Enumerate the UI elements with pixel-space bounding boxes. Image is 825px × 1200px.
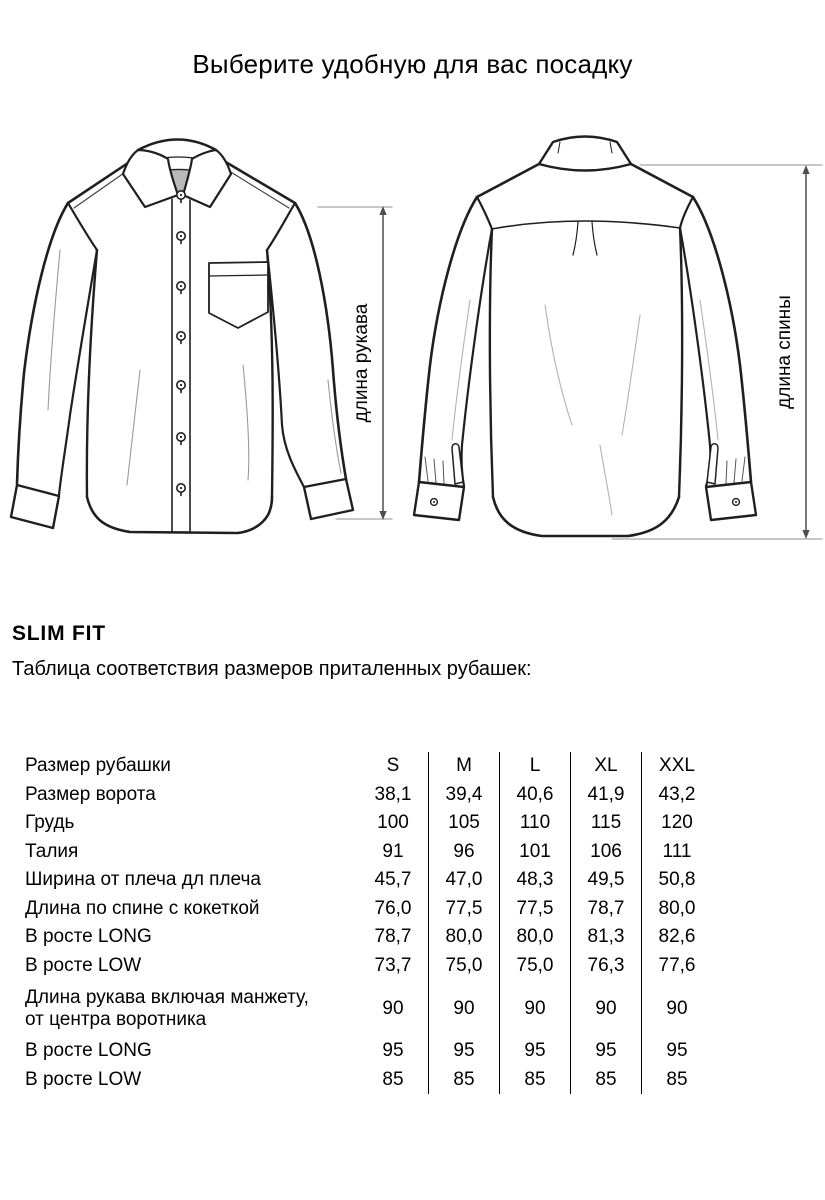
size-value: 85: [570, 1066, 641, 1095]
size-value: 95: [499, 1037, 570, 1066]
size-value: 90: [499, 980, 570, 1037]
sleeve-length-label: длина рукава: [351, 303, 372, 423]
row-label: Размер рубашки: [25, 755, 171, 777]
row-label: Размер ворота: [25, 783, 156, 805]
size-column-header: XL: [570, 752, 641, 781]
page-title: Выберите удобную для вас посадку: [192, 49, 633, 79]
size-value: 82,6: [641, 923, 712, 952]
size-value: 77,6: [641, 952, 712, 981]
size-value: 100: [377, 812, 409, 834]
size-value: 90: [641, 980, 712, 1037]
size-value: 91: [382, 840, 404, 862]
size-value: 95: [428, 1037, 499, 1066]
chest-pocket: [209, 262, 268, 328]
table-row: [25, 781, 712, 810]
size-value: 95: [641, 1037, 712, 1066]
size-value: 77,5: [428, 895, 499, 924]
size-value: 90: [382, 997, 404, 1019]
size-value: 40,6: [499, 781, 570, 810]
row-label: В росте LONG: [25, 1040, 152, 1062]
size-value: 80,0: [428, 923, 499, 952]
back-length-label: длина спины: [774, 295, 795, 409]
size-value: 45,7: [374, 869, 412, 891]
row-label: В росте LONG: [25, 926, 152, 948]
row-label: Длина по спине с кокеткой: [25, 897, 260, 919]
size-value: 85: [382, 1068, 404, 1090]
row-label: В росте LOW: [25, 954, 142, 976]
size-value: 115: [570, 809, 641, 838]
size-value: 95: [570, 1037, 641, 1066]
shirt-back-drawing: [414, 137, 756, 537]
size-value: 111: [641, 838, 712, 867]
arrowhead-up: [802, 165, 809, 174]
table-row: [25, 980, 712, 1037]
size-value: 90: [428, 980, 499, 1037]
size-value: 85: [499, 1066, 570, 1095]
size-value: 120: [641, 809, 712, 838]
size-value: 105: [428, 809, 499, 838]
front-buttons: [177, 191, 185, 496]
table-row: [25, 809, 712, 838]
size-value: 43,2: [641, 781, 712, 810]
fit-diagram: [0, 115, 825, 575]
size-value: 39,4: [428, 781, 499, 810]
size-value: 81,3: [570, 923, 641, 952]
size-value: 77,5: [499, 895, 570, 924]
size-value: 110: [499, 809, 570, 838]
size-table: [25, 752, 712, 1094]
sleeve-length-dimension: [318, 206, 392, 520]
size-value: 80,0: [499, 923, 570, 952]
shirt-front-drawing: [11, 140, 353, 534]
fit-name-heading: SLIM FIT: [12, 622, 106, 645]
size-column-header: L: [499, 752, 570, 781]
arrowhead-down: [802, 530, 809, 539]
size-value: 73,7: [374, 954, 412, 976]
row-label: Грудь: [25, 812, 75, 834]
size-value: 75,0: [499, 952, 570, 981]
size-column-header: XXL: [641, 752, 712, 781]
size-column-header: M: [428, 752, 499, 781]
size-value: 78,7: [374, 926, 412, 948]
size-value: 95: [382, 1040, 404, 1062]
size-value: 96: [428, 838, 499, 867]
size-column-header: S: [386, 755, 400, 777]
size-value: 85: [641, 1066, 712, 1095]
size-value: 101: [499, 838, 570, 867]
size-value: 47,0: [428, 866, 499, 895]
size-value: 80,0: [641, 895, 712, 924]
size-value: 78,7: [570, 895, 641, 924]
size-value: 106: [570, 838, 641, 867]
row-label: В росте LOW: [25, 1068, 142, 1090]
size-value: 49,5: [570, 866, 641, 895]
size-value: 75,0: [428, 952, 499, 981]
table-row: [25, 952, 712, 981]
size-value: 41,9: [570, 781, 641, 810]
row-label: Длина рукава включая манжету, от центра воротника: [25, 986, 309, 1030]
back-length-dimension: [612, 165, 822, 539]
size-value: 90: [570, 980, 641, 1037]
size-value: 76,0: [374, 897, 412, 919]
size-value: 48,3: [499, 866, 570, 895]
table-row: [25, 866, 712, 895]
row-label: Талия: [25, 840, 79, 862]
table-caption: Таблица соответствия размеров приталенных рубашек:: [12, 658, 532, 680]
size-value: 50,8: [641, 866, 712, 895]
table-row: [25, 895, 712, 924]
table-row: [25, 923, 712, 952]
table-row: [25, 1066, 712, 1095]
size-value: 76,3: [570, 952, 641, 981]
table-row: [25, 1037, 712, 1066]
table-header-row: [25, 752, 712, 781]
table-row: [25, 838, 712, 867]
row-label: Ширина от плеча дл плеча: [25, 869, 261, 891]
size-value: 38,1: [374, 783, 412, 805]
size-value: 85: [428, 1066, 499, 1095]
